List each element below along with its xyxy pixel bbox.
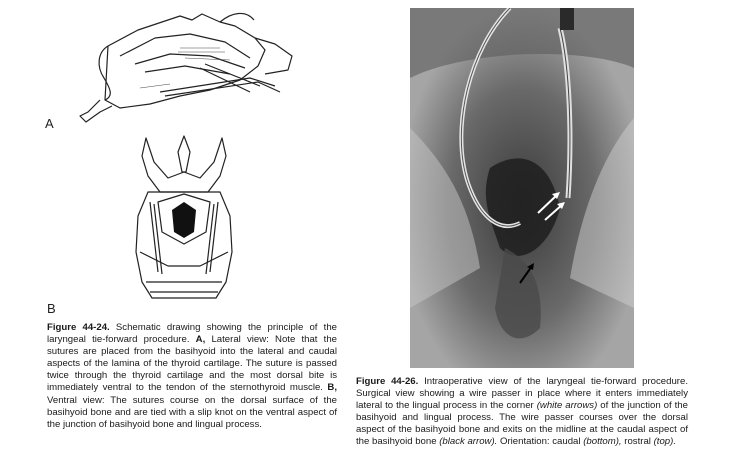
figure-44-24-panel-a-drawing [60,8,320,126]
caption-label: Figure 44-24. [47,322,110,333]
caption-text: Schematic drawing showing the principle of the laryngeal tie-forward procedure. [47,322,337,346]
caption-italic: (bottom), [583,436,622,448]
figure-44-26-caption [356,376,688,449]
intraoperative-photo [410,8,634,368]
caption-panel-b-label: B, [327,382,337,394]
caption-text: of the junction of the basihyoid and lingual process. The wire passer courses over the dorsal aspect of the basihyoid bone and exits on the midline at the caudal aspect of the basihyoid bone [356,400,688,448]
intraoperative-photo-drawing [410,8,634,368]
caption-label: Figure 44-26. [356,376,419,387]
caption-panel-a-label: A, [195,334,206,346]
panel-b-letter: B [47,301,56,316]
caption-text: Ventral view: The sutures course on the dorsal surface of the basihyoid bone and are tied with a slip knot on the ventral aspect of the junction of basihyoid bone and lingual process. [47,394,337,430]
caption-italic: (top). [653,436,676,448]
panel-a-letter: A [45,116,54,131]
caption-text: Intraoperative view of the laryngeal tie-forward procedure. Surgical view showing a wire passer in place where it enters immediately lateral to the lingual process in the corner [356,376,689,412]
figure-44-24-panel-b-drawing [128,132,240,312]
caption-text: rostral [621,436,654,448]
caption-text: Lateral view: Note that the sutures are placed from the basihyoid into the lateral and caudal aspects of the lamina of the thyroid cartilage. The suture is passed twice through the thyroid cartilage and the most dorsal bite is immediately ventral to the tendon of the sternothyroid muscle. [47,334,337,394]
caption-italic: (black arrow). [439,436,498,448]
caption-text: Orientation: caudal [497,436,584,448]
caption-italic: (white arrows) [536,400,598,412]
figure-44-24-caption [47,322,337,431]
